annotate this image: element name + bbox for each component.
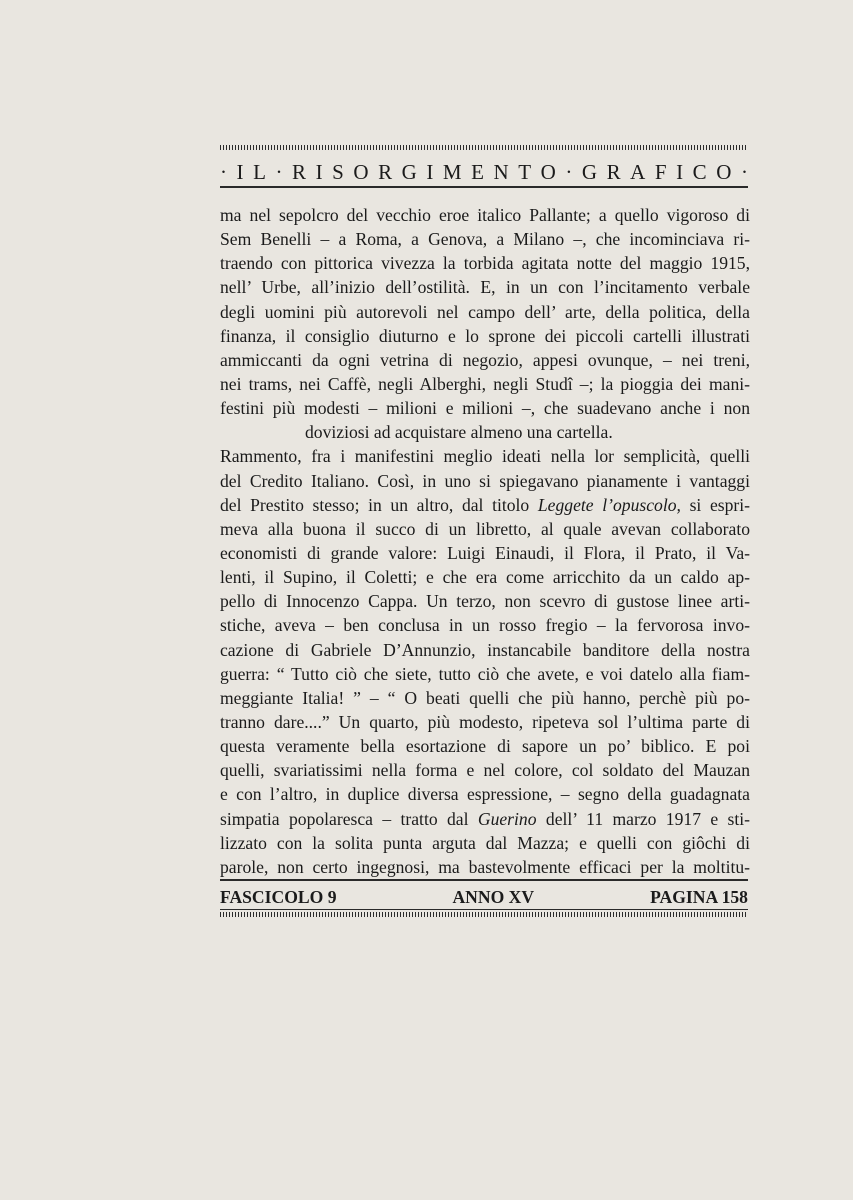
title-letter: F [654,159,667,184]
text-segment: dell’ 11 marzo 1917 e sti- [545,808,751,829]
page-number: PAGINA 158 [650,886,748,907]
text-line: lenti, il Supino, il Coletti; e che era come arricchito da un caldo ap- [220,567,750,588]
bottom-ornamental-rule [220,912,748,917]
top-ornamental-rule [220,145,748,150]
title-letter: I [426,159,434,184]
title-letter: T [518,159,532,184]
title-letter: O [540,159,556,184]
title-separator-dot: · [565,159,573,184]
text-line: questa veramente bella esortazione di sapore un po’ biblico. E poi [220,736,750,757]
text-line: ammiccanti da ogni vetrina di negozio, appesi ovunque, – nei treni, [220,349,750,370]
title-letter: I [676,159,684,184]
italic-title: Guerino [477,808,537,829]
title-letter: S [332,159,344,184]
title-letter: N [493,159,509,184]
body-text [220,203,750,879]
text-line: meggiante Italia! ” – “ O beati quelli che più hanno, perchè più po- [220,687,750,708]
anno-label: ANNO XV [452,886,535,907]
title-letter: I [315,159,323,184]
running-head-title [220,157,748,187]
text-line: pello di Innocenzo Cappa. Un terzo, non scevro di gustose linee arti- [220,591,750,612]
text-line: Sem Benelli – a Roma, a Genova, a Milano –, che incominciava ri- [220,229,750,250]
fascicolo-label: FASCICOLO 9 [220,886,337,907]
text-segment: si espri- [689,494,750,515]
text-line: stiche, aveva – ben conclusa in un rosso fregio – la fervorosa invo- [220,615,750,636]
title-letter: L [253,159,266,184]
header-rule [220,186,748,188]
italic-title: Leggete l’opuscolo, [537,494,681,515]
text-line-with-title [220,807,750,831]
text-line: nell’ Urbe, all’inizio dell’ostilità. E, in un con l’incitamento verbale [220,277,750,298]
text-line: doviziosi ad acquistare almeno una cartella. [305,422,613,443]
title-letter: R [378,159,393,184]
title-letter: G [401,159,417,184]
title-letter: C [692,159,707,184]
text-line: economisti di grande valore: Luigi Einaudi, il Flora, il Prato, il Va- [220,542,750,563]
text-line: degli uomini più autorevoli nel campo dell’ arte, della politica, della [220,301,750,322]
text-line: cazione di Gabriele D’Annunzio, instancabile banditore della nostra [220,639,750,660]
text-line: Rammento, fra i manifestini meglio ideati nella lor semplicità, quelli [220,446,750,467]
text-line: e con l’altro, in duplice diversa espressione, – segno della guadagnata [220,784,750,805]
text-line: tranno dare....” Un quarto, più modesto, ripeteva sol l’ultima parte di [220,711,750,732]
text-line: ma nel sepolcro del vecchio eroe italico Pallante; a quello vigoroso di [220,205,750,225]
text-line: guerra: “ Tutto ciò che siete, tutto ciò che avete, e voi datelo alla fiam- [220,663,750,684]
text-line: del Credito Italiano. Così, in uno si spiegavano pianamente i vantaggi [220,470,750,491]
footer-bottom-rule [220,909,748,910]
text-line-with-title [220,493,750,517]
title-letter: R [292,159,307,184]
text-line: parole, non certo ingegnosi, ma bastevolmente efficaci per la moltitu- [220,856,750,877]
title-letter: G [581,159,598,184]
text-line: lizzato con la solita punta arguta dal Mazza; e quelli con giôchi di [220,832,750,853]
title-separator-dot: · [275,159,283,184]
title-separator-dot: · [220,159,227,184]
title-letter: M [442,159,462,184]
text-line: festini più modesti – milioni e milioni –, che suadevano anche i non [220,398,750,419]
title-letter: I [236,159,244,184]
text-line: quelli, svariatissimi nella forma e nel colore, col soldato del Mauzan [220,760,750,781]
text-line: nei trams, nei Caffè, negli Alberghi, negli Studî –; la pioggia dei mani- [220,373,750,394]
text-line: finanza, il consiglio diuturno e lo sprone dei piccoli cartelli illustrati [220,325,750,346]
title-letter: R [606,159,621,184]
page-footer [220,885,748,909]
text-segment: simpatia popolaresca – tratto dal [220,808,469,829]
title-letter: O [716,159,732,184]
text-line: meva alla buona il succo di un libretto, al quale avevan collaborato [220,518,750,539]
text-segment: del Prestito stesso; in un altro, dal titolo [220,494,530,515]
footer-rule [220,879,748,881]
text-line: traendo con pittorica vivezza la torbida agitata notte del maggio 1915, [220,253,750,274]
title-separator-dot: · [740,159,748,184]
title-letter: E [471,159,484,184]
title-letter: A [630,159,646,184]
title-letter: O [353,159,369,184]
